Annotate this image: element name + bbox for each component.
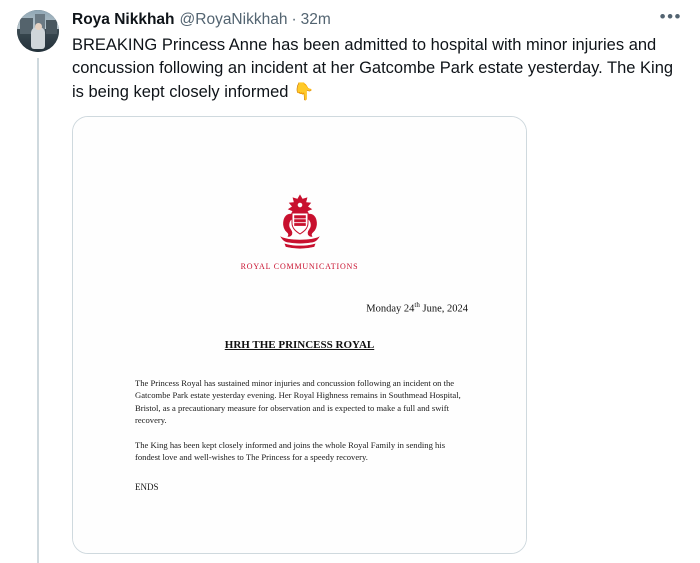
royal-communications-label: ROYAL COMMUNICATIONS [240,262,359,271]
avatar-building-right [46,20,57,34]
header-separator: · [291,11,297,28]
pointing-down-icon: 👇 [293,82,315,101]
royal-statement-letter [73,117,526,553]
avatar-column [14,10,62,563]
author-name[interactable]: Roya Nikkhah [72,11,175,28]
crest-container [125,117,474,256]
statement-date-rest: June, 2024 [419,303,468,315]
statement-paragraph-2: The King has been kept closely informed and joins the whole Royal Family in sending his fondest love and well-wishes to The Princess for a speedy recovery. [135,439,446,462]
more-options-icon[interactable]: ••• [659,7,682,26]
statement-body [125,377,474,464]
tweet-text-content: BREAKING Princess Anne has been admitted to hospital with minor injuries and concussion following an incident at her Gatcombe Park estate yesterday. The King is being kept closely informed [72,36,678,101]
avatar-person-head [35,23,42,30]
statement-date-suffix: th [414,301,420,309]
tweet-timestamp[interactable]: 32m [300,11,331,28]
statement-paragraph-1: The Princess Royal has sustained minor injuries and concussion following an incident on the Gatcombe Park estate yesterday evening. Her Royal Highness remains in Southmead Hospital, Bristol, as a precautionary measure for observation and is expected to make a full and swift recovery. [135,377,461,425]
royal-crest-icon [269,193,331,251]
statement-ends: ENDS [135,481,159,492]
tweet-content [62,7,686,563]
avatar[interactable] [17,10,59,52]
statement-date-day: Monday 24 [366,303,415,315]
tweet-header [72,7,686,30]
statement-date [125,301,474,315]
avatar-person-body [31,27,45,49]
attached-statement-image[interactable] [72,116,527,554]
thread-connector-line [37,58,39,563]
tweet-body-text [72,34,686,104]
author-handle[interactable]: @RoyaNikkhah [179,11,288,28]
statement-title: HRH THE PRINCESS ROYAL [224,338,375,351]
